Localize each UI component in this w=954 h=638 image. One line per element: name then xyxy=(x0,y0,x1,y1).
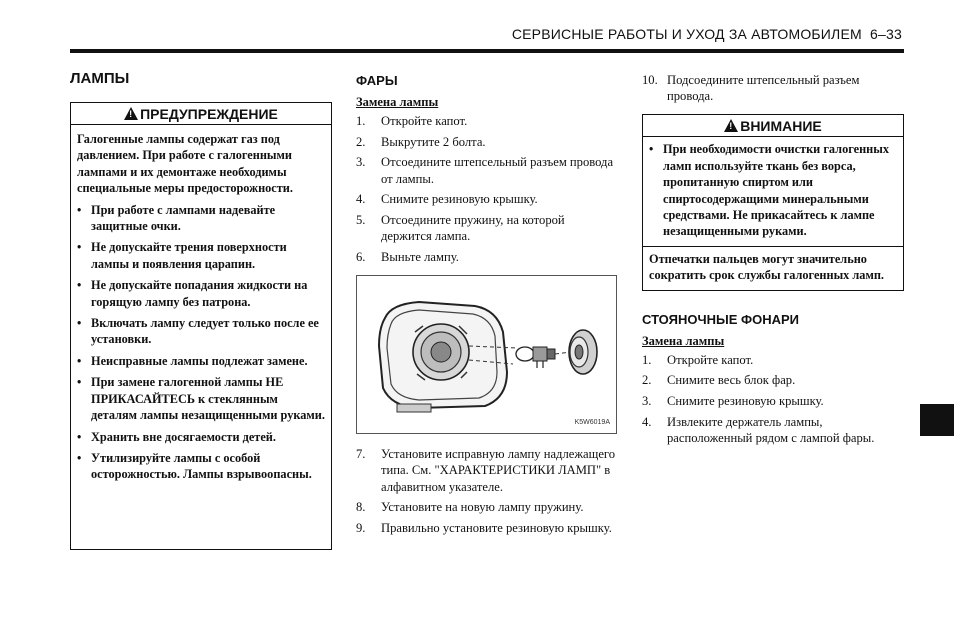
caution-bullet-text: При необходимости очистки галогенных ламп используйте ткань без ворса, пропитанную спиртом или спиртосодержащими минеральными средствами. Не прикасайтесь к лампе незащищенными руками. xyxy=(663,142,890,239)
caution-note: Отпечатки пальцев могут значительно сократить срок службы галогенных ламп. xyxy=(649,251,884,283)
headlights-column xyxy=(356,73,618,541)
headlights-steps-after xyxy=(356,446,618,536)
figure-caption: K5W6019A xyxy=(574,419,610,427)
warning-body xyxy=(71,125,331,489)
step-item xyxy=(642,393,904,409)
warning-box xyxy=(70,102,332,550)
step-text: Откройте капот. xyxy=(381,114,468,128)
caution-body xyxy=(643,137,903,289)
parking-lights-subtitle: Замена лампы xyxy=(642,333,725,348)
step-item xyxy=(356,154,618,186)
rubber-cover xyxy=(569,330,597,374)
warning-bullet-text: Не допускайте попадания жидкости на горящую лампу без патрона. xyxy=(91,278,308,309)
warning-bullet-text: Хранить вне досягаемости детей. xyxy=(91,429,276,444)
step-text: Снимите резиновую крышку. xyxy=(381,192,538,207)
step-text: Установите на новую лампу пружину. xyxy=(381,500,584,515)
warning-bullet: • Хранить вне досягаемости детей. xyxy=(77,429,276,444)
lamps-title: ЛАМПЫ xyxy=(70,70,130,87)
step-number: 4. xyxy=(356,192,366,207)
right-column xyxy=(642,72,904,451)
warning-bullet: • Не допускайте попадания жидкости на горящую лампу без патрона. xyxy=(77,278,308,309)
step-number: 9. xyxy=(356,520,366,535)
caution-box-title xyxy=(643,115,903,137)
step-text: Снимите резиновую крышку. xyxy=(667,394,824,409)
headlights-title: ФАРЫ xyxy=(356,73,398,88)
warning-bullet: • При замене галогенной лампы НЕ ПРИКАСАЙТЕСЬ к стеклянным деталям лампы незащищенными руками. xyxy=(77,375,325,423)
step-number: 2. xyxy=(356,134,366,149)
warning-triangle-icon xyxy=(724,119,738,132)
step-item xyxy=(356,446,618,495)
page-number: 6–33 xyxy=(870,26,902,42)
lamp-socket-core xyxy=(431,342,451,362)
parking-lights-title: СТОЯНОЧНЫЕ ФОНАРИ xyxy=(642,311,799,327)
step-item xyxy=(356,113,618,129)
step-item xyxy=(356,191,618,207)
page-header xyxy=(70,24,904,46)
step-number: 1. xyxy=(356,114,366,128)
step-number: 5. xyxy=(356,213,366,228)
step-text: Выньте лампу. xyxy=(381,249,459,264)
warning-triangle-icon xyxy=(124,107,138,120)
warning-bullet-text: Утилизируйте лампы с особой осторожностью. Лампы взрывоопасны. xyxy=(91,450,312,482)
headlights-subtitle: Замена лампы xyxy=(356,95,439,109)
warning-bullet-text: Включать лампу следует только после ее установки. xyxy=(91,316,319,347)
headlights-step-10 xyxy=(642,72,904,104)
warning-title: ПРЕДУПРЕЖДЕНИЕ xyxy=(140,106,278,122)
lamps-column xyxy=(70,70,332,550)
warning-bullet: • При работе с лампами надевайте защитные очки. xyxy=(77,202,276,234)
step-item xyxy=(356,499,618,515)
step-text: Откройте капот. xyxy=(667,352,754,367)
step-item xyxy=(642,72,904,104)
parking-lights-steps xyxy=(642,352,904,447)
headlights-steps-before xyxy=(356,113,618,265)
warning-bullet-text: Неисправные лампы подлежат замене. xyxy=(91,353,308,368)
step-number: 10. xyxy=(642,73,658,87)
step-text: Отсоедините пружину, на которой держится лампа. xyxy=(381,213,565,244)
step-text: Извлеките держатель лампы, расположенный рядом с лампой фары. xyxy=(667,414,875,445)
warning-bullet: • Не допускайте трения поверхности лампы и появления царапин. xyxy=(77,240,287,271)
caution-title: ВНИМАНИЕ xyxy=(740,118,822,135)
mount-bracket xyxy=(397,404,431,412)
step-item xyxy=(356,520,618,536)
step-item xyxy=(356,134,618,150)
step-number: 1. xyxy=(642,352,652,367)
step-number: 4. xyxy=(642,414,652,429)
section-tab-marker xyxy=(920,404,954,436)
step-number: 7. xyxy=(356,447,366,462)
step-number: 6. xyxy=(356,249,366,264)
warning-bullet: • Утилизируйте лампы с особой осторожностью. Лампы взрывоопасны. xyxy=(77,450,312,482)
warning-bullet: • Неисправные лампы подлежат замене. xyxy=(77,353,308,368)
warning-box-title xyxy=(71,103,331,125)
header-title: СЕРВИСНЫЕ РАБОТЫ И УХОД ЗА АВТОМОБИЛЕМ xyxy=(511,26,862,42)
step-number: 8. xyxy=(356,500,366,515)
warning-bullet: • Включать лампу следует только после ее установки. xyxy=(77,316,319,347)
caution-box xyxy=(642,114,904,290)
headlight-figure xyxy=(356,275,617,434)
warning-bullet-text: При замене галогенной лампы НЕ ПРИКАСАЙТЕСЬ к стеклянным деталям лампы незащищенными руками. xyxy=(91,375,325,423)
step-text: Отсоедините штепсельный разъем провода от лампы. xyxy=(381,155,614,186)
step-text: Снимите весь блок фар. xyxy=(667,373,796,388)
step-text: Подсоедините штепсельный разъем провода. xyxy=(667,73,860,104)
step-item xyxy=(642,414,904,446)
headlight-illustration xyxy=(357,276,616,433)
step-item xyxy=(356,249,618,265)
header-rule xyxy=(70,49,904,53)
step-number: 3. xyxy=(356,155,366,170)
caution-bullet: • При необходимости очистки галогенных ламп используйте ткань без ворса, пропитанную спиртом или спиртосодержащими минеральными средствами. Не прикасайтесь к лампе незащищенными руками. xyxy=(643,141,903,246)
step-text: Правильно установите резиновую крышку. xyxy=(381,520,612,535)
warning-bullet-text: Не допускайте трения поверхности лампы и появления царапин. xyxy=(91,240,287,271)
step-item xyxy=(356,212,618,244)
step-text: Выкрутите 2 болта. xyxy=(381,134,486,149)
step-item xyxy=(642,372,904,388)
header-text xyxy=(512,26,902,42)
step-number: 3. xyxy=(642,394,652,409)
warning-bullet-text: При работе с лампами надевайте защитные очки. xyxy=(91,202,276,234)
step-item xyxy=(642,352,904,368)
step-text: Установите исправную лампу надлежащего типа. См. "ХАРАКТЕРИСТИКИ ЛАМП" в алфавитном указателе. xyxy=(381,447,616,494)
warning-intro: Галогенные лампы содержат газ под давлением. При работе с галогенными лампами и их демонтаже необходимы специальные меры предосторожности. xyxy=(77,132,293,196)
step-number: 2. xyxy=(642,373,652,388)
halogen-bulb xyxy=(516,347,555,368)
